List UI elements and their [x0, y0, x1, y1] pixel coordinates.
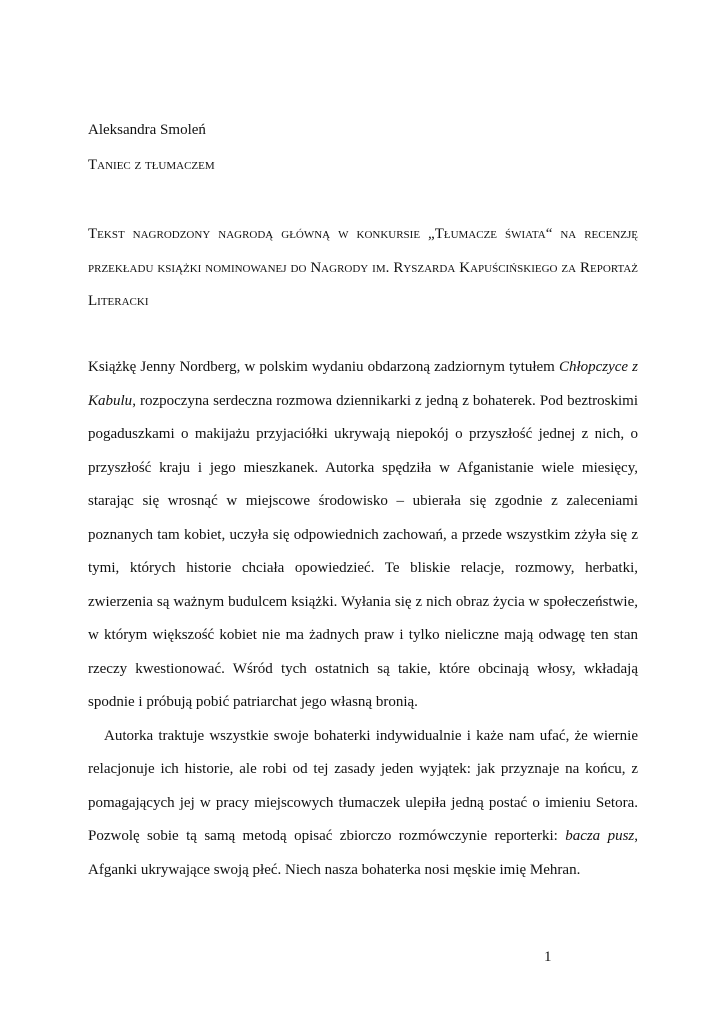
author-name: Aleksandra Smoleń [88, 122, 206, 138]
book-title-italic: Chłopczyce z Kabulu [88, 359, 638, 409]
paragraph-text: , rozpoczyna serdeczna rozmowa dziennikarki z jedną z bohaterek. Pod beztroskimi pogaduszkami o makijażu przyjaciółki ukrywają niepokój o przyszłość jednej z nich, o przyszłość kraju i jego mieszkanek. Autorka spędziła w Afganistanie wiele miesięcy, starając się wrosnąć w miejscowe środowisko – ubierała się zgodnie z zaleceniami poznanych tam kobiet, uczyła się odpowiednich zachowań, a przede wszystkim zżyła się z tymi, których historie chciała opowiedzieć. Te bliskie relacje, rozmowy, herbatki, zwierzenia są ważnym budulcem książki. Wyłania się z nich obraz życia w społeczeństwie, w którym większość kobiet nie ma żadnych praw i tylko nieliczne mają odwagę ten stan rzeczy kwestionować. Wśród tych ostatnich są takie, które obcinają włosy, wkładają spodnie i próbują pobić patriarchat jego własną bronią. [88, 392, 638, 710]
body-paragraph [88, 720, 638, 888]
paragraph-text: Autorka traktuje wszystkie swoje bohaterki indywidualnie i każe nam ufać, że wiernie relacjonuje ich historie, ale robi od tej zasady jeden wyjątek: jak przyznaje na końcu, z pomagających jej w pracy miejscowych tłumaczek ulepiła jedną postać o imieniu Setora. Pozwolę sobie tą samą metodą opisać zbiorczo rozmówczynie reporterki: [88, 727, 638, 844]
paragraph-text: , Afganki ukrywające swoją płeć. Niech nasza bohaterka nosi męskie imię Mehran. [88, 828, 638, 878]
article-subtitle: Tekst nagrodzony nagrodą główną w konkursie „Tłumacze świata“ na recenzję przekładu książki nominowanej do Nagrody im. Ryszarda Kapuścińskiego za Reportaż Literacki [88, 226, 638, 309]
article-body [88, 351, 638, 887]
term-italic: bacza pusz [565, 828, 635, 844]
paragraph-text: Książkę Jenny Nordberg, w polskim wydaniu obdarzoną zadziornym tytułem [88, 359, 559, 375]
article-title: Taniec z tłumaczem [88, 157, 215, 173]
body-paragraph [88, 351, 638, 720]
page-number: 1 [544, 949, 552, 965]
